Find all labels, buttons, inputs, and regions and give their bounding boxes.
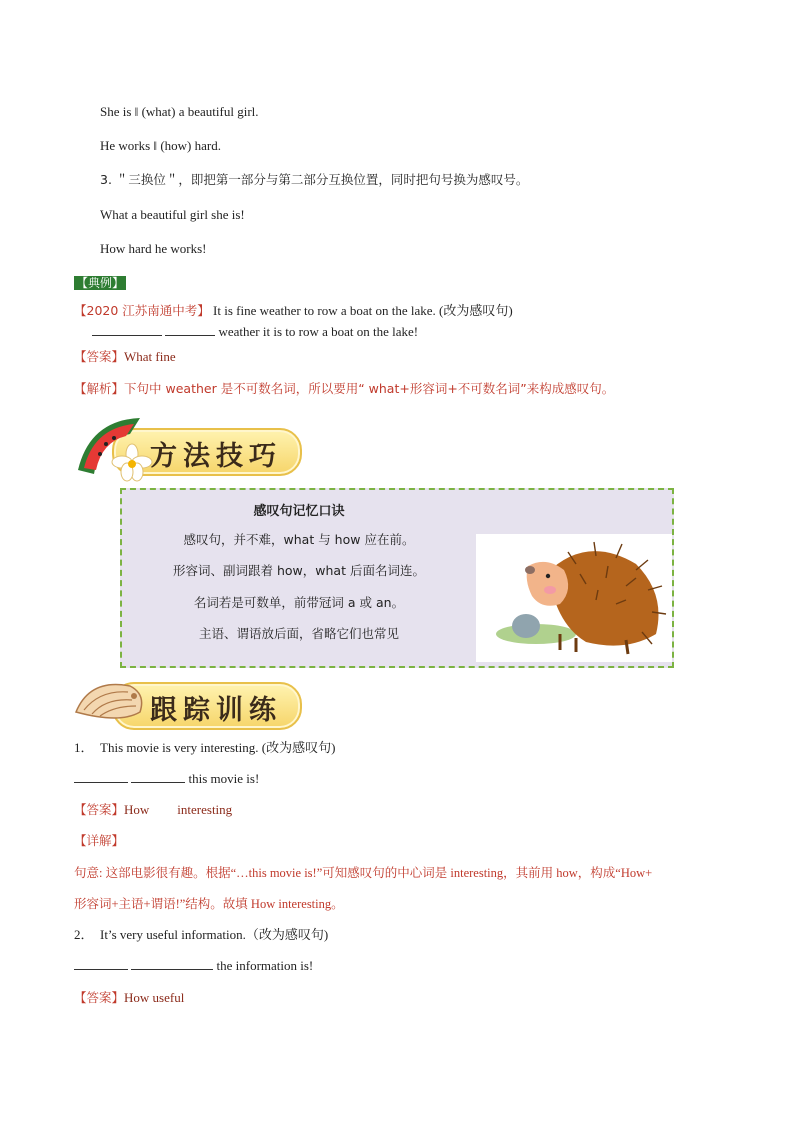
- example-answer: [74, 348, 176, 366]
- example-fill-text: weather it is to row a boat on the lake!: [215, 324, 419, 339]
- example-question: [74, 302, 513, 320]
- question-1-fill-text: this movie is!: [185, 771, 260, 786]
- q1-answer-a: How: [124, 802, 150, 817]
- mnemonic-title: 感叹句记忆口诀: [253, 504, 345, 519]
- analysis-text: 下句中 weather 是不可数名词，所以要用“ what+形容词+不可数名词”来构成感叹句。: [124, 381, 615, 396]
- example-tag-label: 【典例】: [76, 276, 125, 290]
- mnemonic-line-2: 形容词、副词跟着 how，what 后面名词连。: [173, 563, 425, 578]
- question-2-fill-line: [74, 957, 313, 975]
- q1-detail-line-1: 句意: 这部电影很有趣。根据“…this movie is!”可知感叹句的中心词是 interesting，其前用 how，构成“How+: [74, 866, 653, 880]
- q2-answer-tag: 【答案】: [74, 990, 125, 1005]
- example-tag: [74, 274, 126, 292]
- example-analysis: [74, 380, 614, 398]
- q1-detail-tag: [74, 832, 124, 850]
- watermelon-flower-icon: [70, 410, 160, 486]
- seashell-icon: [70, 672, 150, 732]
- hedgehog-illustration: [476, 534, 672, 662]
- q2-answer-text: How useful: [124, 990, 185, 1005]
- rule-3: 3. ＂三换位＂，即把第一部分与第二部分互换位置，同时把句号换为感叹号。: [100, 172, 529, 187]
- mnemonic-line-4: 主语、谓语放后面，省略它们也常见: [198, 626, 399, 641]
- q1-blank-1[interactable]: [74, 770, 128, 783]
- q1-detail-line-2: 形容词+主语+谓语!”结构。故填 How interesting。: [74, 897, 344, 911]
- exclamation-example-1: What a beautiful girl she is!: [100, 207, 245, 222]
- answer-blank-2[interactable]: [165, 323, 215, 336]
- q1-answer-b: interesting: [177, 802, 233, 817]
- question-1-text: This movie is very interesting. (改为感叹句): [100, 740, 336, 755]
- answer-blank-1[interactable]: [92, 323, 162, 336]
- question-2: [74, 926, 328, 944]
- mnemonic-box: [120, 488, 674, 668]
- q1-answer-tag: 【答案】: [74, 802, 125, 817]
- example-sentence-he: He works ‖ (how) hard.: [100, 138, 221, 153]
- question-2-answer: [74, 989, 184, 1007]
- mnemonic-line-3: 名词若是可数单，前带冠词 a 或 an。: [193, 595, 405, 610]
- example-sentence-she: She is ‖ (what) a beautiful girl.: [100, 104, 259, 119]
- question-1-number: 1．: [74, 740, 94, 755]
- question-1-answer: [74, 801, 232, 819]
- analysis-tag: 【解析】: [74, 381, 125, 396]
- q1-blank-2[interactable]: [131, 770, 185, 783]
- q2-blank-1[interactable]: [74, 957, 128, 970]
- question-2-fill-text: the information is!: [213, 958, 314, 973]
- example-fill-line: [92, 323, 418, 341]
- question-1-fill-line: [74, 770, 259, 788]
- question-2-number: 2．: [74, 927, 94, 942]
- practice-banner-title: 跟踪训练: [150, 695, 282, 726]
- mnemonic-line-1: 感叹句，并不难，what 与 how 应在前。: [183, 532, 415, 547]
- example-question-text: It is fine weather to row a boat on the lake. (改为感叹句): [209, 303, 513, 318]
- answer-text: What fine: [124, 349, 176, 364]
- exclamation-example-2: How hard he works!: [100, 241, 207, 256]
- q2-blank-2[interactable]: [131, 957, 213, 970]
- question-2-text: It’s very useful information.（改为感叹句): [100, 927, 329, 942]
- question-1: [74, 739, 335, 757]
- example-source: 【2020 江苏南通中考】: [74, 303, 210, 318]
- method-banner-title: 方法技巧: [150, 441, 282, 472]
- q1-detail-label: 【详解】: [74, 833, 125, 848]
- answer-tag: 【答案】: [74, 349, 125, 364]
